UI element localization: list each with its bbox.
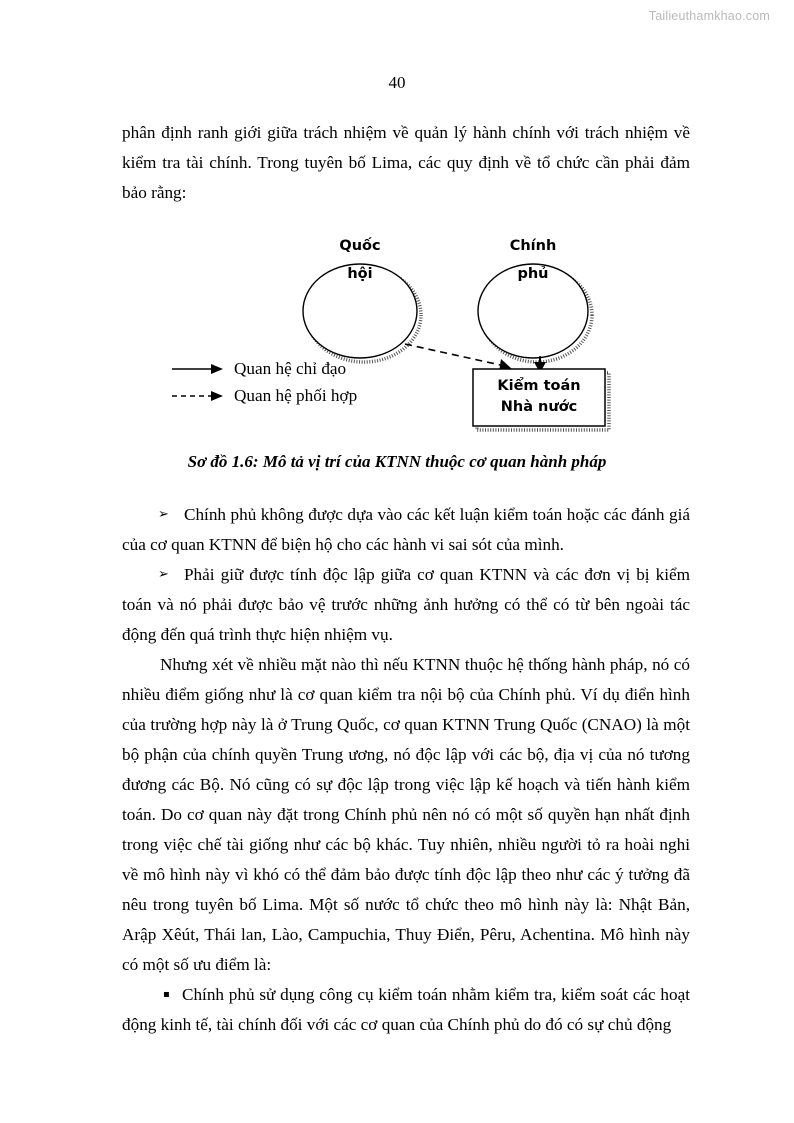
- chinh-phu-label-line2: phủ: [517, 266, 549, 282]
- solid-arrow-icon: [172, 362, 224, 376]
- diagram-legend: [172, 355, 432, 409]
- figure-caption: Sơ đồ 1.6: Mô tả vị trí của KTNN thuộc cơ quan hành pháp: [187, 452, 607, 471]
- paragraph-intro: phân định ranh giới giữa trách nhiệm về quản lý hành chính với trách nhiệm về kiểm tra tài chính. Trong tuyên bố Lima, các quy định về tổ chức cần phải đảm bảo rằng:: [122, 123, 690, 202]
- arrow-bullet-icon: ➢: [158, 507, 169, 522]
- bullet-item-1: [122, 500, 690, 560]
- arrow-bullet-icon: ➢: [158, 567, 169, 582]
- bullet-item-1-text: Chính phủ không được dựa vào các kết luận kiểm toán hoặc các đánh giá của cơ quan KTNN để biện hộ cho các hành vi sai sót của mình.: [122, 505, 690, 554]
- ktnn-label-line2: Nhà nước: [500, 399, 578, 415]
- legend-item-solid: [172, 355, 432, 382]
- bullet-item-final-text: Chính phủ sử dụng công cụ kiểm toán nhằm kiểm tra, kiểm soát các hoạt động kinh tế, tài chính đối với các cơ quan của Chính phủ do đó có sự chủ động: [122, 985, 690, 1034]
- legend-label-solid: Quan hệ chỉ đạo: [234, 358, 347, 378]
- bullet-item-2-text: Phải giữ được tính độc lập giữa cơ quan KTNN và các đơn vị bị kiểm toán và nó phải được bảo vệ trước những ảnh hưởng có thể có từ bên ngoài tác động đến quá trình thực hiện nhiệm vụ.: [122, 565, 690, 644]
- chinh-phu-label-line1: Chính: [509, 238, 557, 254]
- dashed-arrow-icon: [172, 389, 224, 403]
- quoc-hoi-label-line1: Quốc: [339, 238, 381, 254]
- bullet-item-final: [122, 980, 690, 1040]
- paragraph-body-1: Nhưng xét về nhiều mặt nào thì nếu KTNN thuộc hệ thống hành pháp, nó có nhiều điểm giống như là cơ quan kiểm tra nội bộ của Chính phủ. Ví dụ điển hình của trường hợp này là ở Trung Quốc, cơ quan KTNN Trung Quốc (CNAO) là một bộ phận của chính quyền Trung ương, nó độc lập với các bộ, địa vị của nó tương đương các Bộ. Nó cũng có sự độc lập trong việc lập kế hoạch và tiến hành kiểm toán. Do cơ quan này đặt trong Chính phủ nên nó có một số quyền hạn nhất định trong việc chế tài giống như các bộ khác. Tuy nhiên, nhiều người tỏ ra hoài nghi về mô hình này vì khó có thể đảm bảo được tính độc lập theo như các ý tưởng đã nêu trong tuyên bố Lima. Một số nước tổ chức theo mô hình này là: Nhật Bản, Arập Xêút, Thái lan, Lào, Campuchia, Thuy Điển, Pêru, Achentina. Mô hình này có một số ưu điểm là:: [122, 655, 690, 974]
- watermark-text: Tailieuthamkhao.com: [648, 9, 770, 23]
- intro-text-block: [122, 118, 690, 208]
- page-number: 40: [388, 73, 406, 92]
- legend-label-dashed: Quan hệ phối hợp: [234, 385, 358, 405]
- bullet-item-2: [122, 560, 690, 650]
- body-text-block: [122, 500, 690, 1040]
- ktnn-label-line1: Kiểm toán: [497, 378, 581, 394]
- quoc-hoi-label-line2: hội: [347, 266, 373, 282]
- legend-item-dashed: [172, 382, 432, 409]
- square-bullet-icon: ▪: [163, 989, 170, 1000]
